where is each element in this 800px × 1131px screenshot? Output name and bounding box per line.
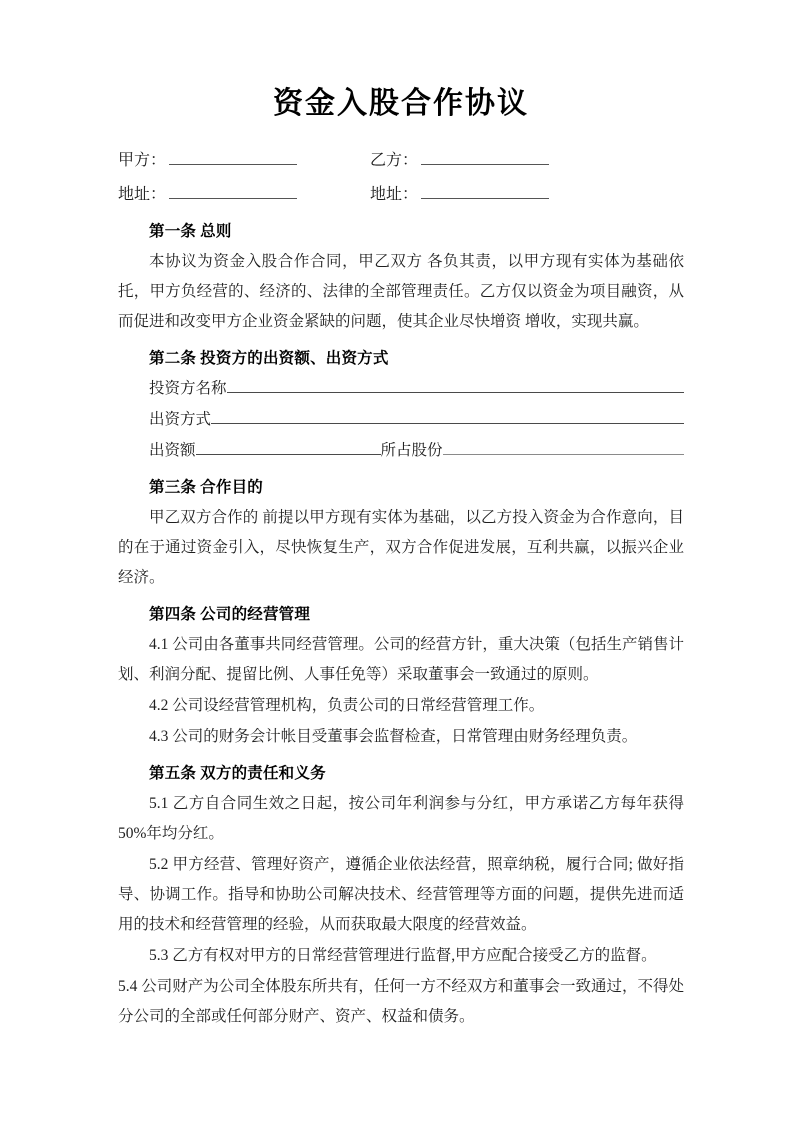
party-b-name-field[interactable] [370,146,622,176]
share-percentage-blank[interactable] [443,440,684,455]
clause-5-3: 5.3 乙方有权对甲方的日常经营管理进行监督,甲方应配合接受乙方的监督。 [149,947,657,964]
party-a-address-label: 地址： [118,186,167,203]
investor-name-label: 投资方名称 [149,380,227,397]
party-row-name [118,146,684,176]
party-b-address-label: 地址： [370,186,419,203]
section-heading-2: 第二条 投资方的出资额、出资方式 [149,350,389,367]
section-1-paragraph-1: 本协议为资金入股合作合同，甲乙双方 各负其责，以甲方现有实体为基础依托，甲方负经营的、经济的、法律的全部管理责任。乙方仅以资金为项目融资，从而促进和改变甲方企业资金紧缺的问题，使其企业尽快增资 增收，实现共赢。 [118,253,684,330]
clause-5-2: 5.2 甲方经营、管理好资产，遵循企业依法经营，照章纳税，履行合同; 做好指导、协调工作。指导和协助公司解决技术、经营管理等方面的问题，提供先进而适用的技术和经营管理的经验，从而获取最大限度的经营效益。 [118,856,684,933]
section-heading-4: 第四条 公司的经营管理 [149,606,311,623]
clause-4-1: 4.1 公司由各董事共同经营管理。公司的经营方针，重大决策（包括生产销售计划、利润分配、提留比例、人事任免等）采取董事会一致通过的原则。 [118,636,684,683]
party-a-address-field[interactable] [118,180,370,210]
investor-name-row [118,374,684,404]
contribution-amount-row [118,436,684,466]
contribution-method-label: 出资方式 [149,411,212,428]
section-3-paragraph-1: 甲乙双方合作的 前提以甲方现有实体为基础，以乙方投入资金为合作意向，目的在于通过资金引入，尽快恢复生产，双方合作促进发展，互利共赢，以振兴企业经济。 [118,509,684,586]
investor-name-blank[interactable] [227,378,684,393]
document-body [118,84,684,1033]
party-info-block [118,146,684,210]
party-a-name-blank[interactable] [169,149,297,165]
party-row-address [118,180,684,210]
party-b-address-blank[interactable] [421,183,549,199]
clause-5-1: 5.1 乙方自合同生效之日起，按公司年利润参与分红，甲方承诺乙方每年获得 50%年均分红。 [118,795,684,842]
party-b-name-label: 乙方： [370,152,419,169]
contribution-amount-label: 出资额 [149,442,196,459]
clause-5-4: 5.4 公司财产为公司全体股东所共有，任何一方不经双方和董事会一致通过，不得处分公司的全部或任何部分财产、资产、权益和债务。 [118,978,684,1025]
contribution-method-blank[interactable] [211,409,684,424]
section-heading-5: 第五条 双方的责任和义务 [149,765,326,782]
party-b-name-blank[interactable] [421,149,549,165]
party-b-address-field[interactable] [370,180,622,210]
contribution-method-row [118,405,684,435]
clause-4-2: 4.2 公司设经营管理机构，负责公司的日常经营管理工作。 [149,697,545,714]
party-a-address-blank[interactable] [169,183,297,199]
section-heading-1: 第一条 总则 [149,223,232,240]
section-heading-3: 第三条 合作目的 [149,479,263,496]
party-a-name-field[interactable] [118,146,370,176]
page-title: 资金入股合作协议 [273,87,529,120]
contribution-amount-blank[interactable] [196,440,381,455]
party-a-name-label: 甲方： [118,152,167,169]
share-percentage-label: 所占股份 [380,442,443,459]
clause-4-3: 4.3 公司的财务会计帐目受董事会监督检查，日常管理由财务经理负责。 [149,728,638,745]
